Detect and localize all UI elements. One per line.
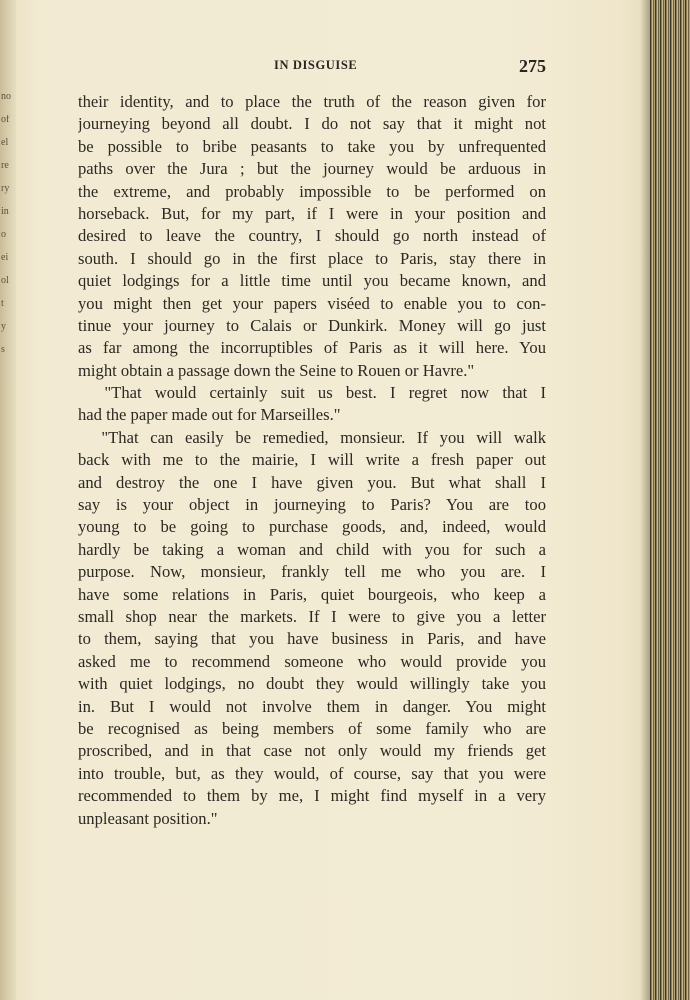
text-line: might obtain a passage down the Seine to Rouen or Havre." bbox=[78, 360, 475, 380]
page-number: 275 bbox=[519, 56, 546, 76]
facing-page-fragments bbox=[1, 92, 13, 368]
gutter-fragment: in bbox=[1, 207, 9, 217]
text-line: asked me to recommend someone who would provide you bbox=[78, 651, 546, 671]
page-header bbox=[78, 56, 546, 78]
gutter-fragment: no bbox=[1, 92, 11, 102]
gutter-fragment: ry bbox=[1, 184, 10, 194]
text-line: south. I should go in the first place to Paris, stay there in bbox=[78, 248, 546, 268]
text-line: be recognised as being members of some family who are bbox=[78, 718, 546, 738]
text-line: recommended to them by me, I might find myself in a very bbox=[78, 786, 546, 806]
gutter-fragment: el bbox=[1, 138, 9, 148]
text-line: you might then get your papers viséed to enable you to con- bbox=[78, 293, 546, 313]
body-text bbox=[78, 91, 546, 830]
text-line: unpleasant position." bbox=[78, 808, 218, 828]
text-line: hardly be taking a woman and child with you for such a bbox=[78, 539, 546, 559]
text-line: and destroy the one I have given you. But what shall I bbox=[78, 472, 546, 492]
text-line: journeying beyond all doubt. I do not say that it might not bbox=[78, 114, 546, 134]
text-line: quiet lodgings for a little time until you became known, and bbox=[78, 271, 546, 291]
text-line: small shop near the markets. If I were to give you a letter bbox=[78, 606, 546, 626]
text-line: purpose. Now, monsieur, frankly tell me who you are. I bbox=[78, 562, 546, 582]
gutter-fragment: of bbox=[1, 115, 10, 125]
text-line: say is your object in journeying to Paris? You are too bbox=[78, 495, 546, 515]
text-line: desired to leave the country, I should go north instead of bbox=[78, 226, 546, 246]
gutter-fragment: ei bbox=[1, 253, 9, 263]
page-stack-edge bbox=[650, 0, 690, 1000]
text-line: had the paper made out for Marseilles." bbox=[78, 405, 341, 425]
text-line: "That can easily be remedied, monsieur. If you will walk bbox=[78, 427, 546, 447]
text-line: in. But I would not involve them in danger. You might bbox=[78, 696, 546, 716]
text-line: their identity, and to place the truth of the reason given for bbox=[78, 92, 546, 111]
gutter-fragment: o bbox=[1, 230, 6, 240]
gutter-fragment: re bbox=[1, 161, 9, 171]
gutter-bleed bbox=[0, 0, 16, 1000]
gutter-fragment: ol bbox=[1, 276, 9, 286]
gutter-fragment: t bbox=[1, 299, 4, 309]
text-line: back with me to the mairie, I will write a fresh paper out bbox=[78, 450, 546, 470]
text-line: proscribed, and in that case not only would my friends get bbox=[78, 741, 546, 761]
text-line: "That would certainly suit us best. I regret now that I bbox=[78, 383, 546, 403]
text-line: horseback. But, for my part, if I were in your position and bbox=[78, 203, 546, 223]
text-line: be possible to bribe peasants to take you by unfrequented bbox=[78, 136, 546, 156]
text-line: young to be going to purchase goods, and, indeed, would bbox=[78, 517, 546, 537]
text-line: tinue your journey to Calais or Dunkirk. Money will go just bbox=[78, 315, 546, 335]
text-line: as far among the incorruptibles of Paris as it will here. You bbox=[78, 338, 546, 358]
gutter-fragment: y bbox=[1, 322, 6, 332]
running-head: IN DISGUISE bbox=[274, 58, 358, 72]
text-line: have some relations in Paris, quiet bourgeois, who keep a bbox=[78, 584, 546, 604]
text-line: to them, saying that you have business in Paris, and have bbox=[78, 629, 546, 649]
page-edge-shadow bbox=[640, 0, 650, 1000]
text-line: paths over the Jura ; but the journey would be arduous in bbox=[78, 159, 546, 179]
gutter-fragment: s bbox=[1, 345, 5, 355]
text-line: into trouble, but, as they would, of course, say that you were bbox=[78, 763, 546, 783]
text-line: the extreme, and probably impossible to be performed on bbox=[78, 181, 546, 201]
text-line: with quiet lodgings, no doubt they would willingly take you bbox=[78, 674, 546, 694]
